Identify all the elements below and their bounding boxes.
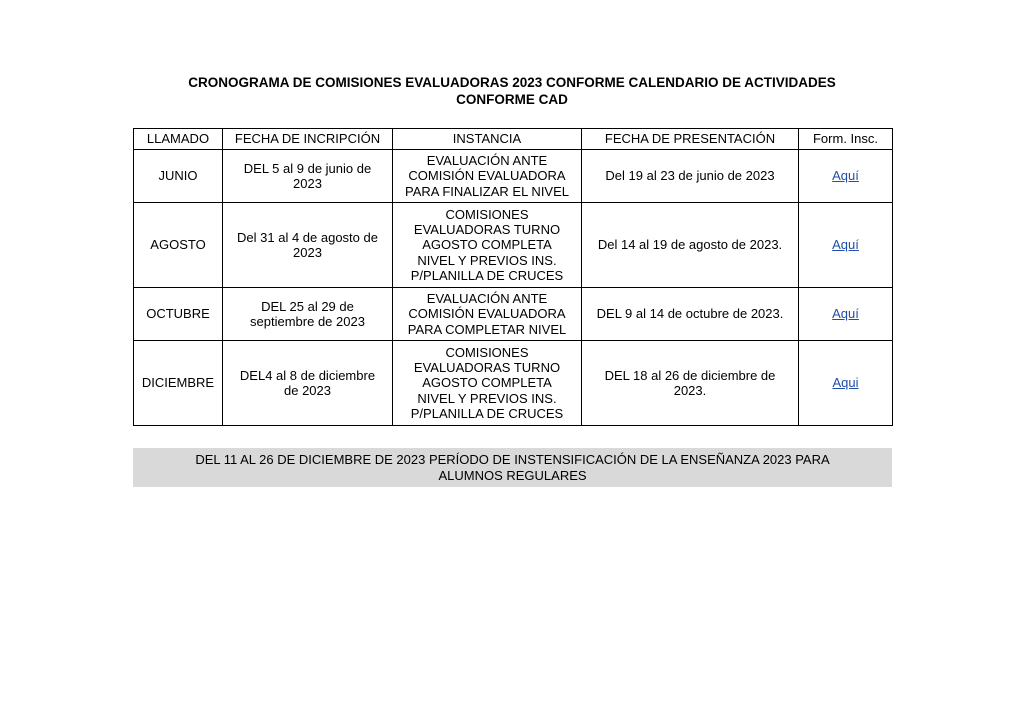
- cell-line: COMISIÓN EVALUADORA: [408, 306, 566, 322]
- cell-line: DEL 18 al 26 de diciembre de: [604, 367, 776, 383]
- cell-instancia: [393, 288, 582, 341]
- table-row: [134, 341, 893, 426]
- cell-llamado: AGOSTO: [134, 203, 223, 288]
- form-link-junio[interactable]: Aquí: [832, 168, 859, 184]
- cell-llamado: OCTUBRE: [134, 288, 223, 341]
- cell-line: EVALUADORAS TURNO: [413, 222, 561, 238]
- banner-line-2: ALUMNOS REGULARES: [438, 468, 587, 483]
- cell-llamado: DICIEMBRE: [134, 341, 223, 426]
- cell-line: EVALUADORAS TURNO: [413, 360, 561, 376]
- table-header-row: [134, 129, 893, 150]
- cell-instancia: [393, 150, 582, 203]
- cell-form-insc: [799, 341, 893, 426]
- table-row: [134, 288, 893, 341]
- schedule-table: [133, 128, 893, 426]
- form-link-diciembre[interactable]: Aqui: [832, 375, 859, 391]
- cell-line: de 2023: [284, 383, 331, 398]
- intensification-banner: [133, 448, 892, 487]
- cell-fecha-inscripcion: [223, 203, 393, 288]
- cell-line: PARA COMPLETAR NIVEL: [407, 321, 567, 337]
- header-fecha-presentacion: FECHA DE PRESENTACIÓN: [582, 129, 799, 150]
- cell-llamado: JUNIO: [134, 150, 223, 203]
- cell-fecha-inscripcion: [223, 150, 393, 203]
- cell-fecha-inscripcion: [223, 288, 393, 341]
- table-row: [134, 150, 893, 203]
- cell-line: DEL 25 al 29 de: [261, 298, 354, 314]
- header-fecha-inscripcion: FECHA DE INCRIPCIÓN: [223, 129, 393, 150]
- cell-line: NIVEL Y PREVIOS INS.: [417, 252, 557, 268]
- cell-fecha-presentacion: [582, 150, 799, 203]
- cell-line: EVALUACIÓN ANTE: [426, 153, 548, 169]
- cell-fecha-presentacion: [582, 341, 799, 426]
- header-instancia: INSTANCIA: [393, 129, 582, 150]
- table-row: [134, 203, 893, 288]
- cell-line: EVALUACIÓN ANTE: [426, 291, 548, 307]
- cell-line: 2023: [293, 245, 322, 260]
- cell-line: NIVEL Y PREVIOS INS.: [417, 390, 557, 406]
- cell-fecha-inscripcion: [223, 341, 393, 426]
- form-link-agosto[interactable]: Aquí: [832, 237, 859, 253]
- cell-line: COMISIONES: [445, 344, 529, 360]
- cell-line: septiembre de 2023: [250, 314, 365, 329]
- cell-line: P/PLANILLA DE CRUCES: [410, 267, 564, 283]
- cell-fecha-presentacion: [582, 288, 799, 341]
- header-form-insc: Form. Insc.: [799, 129, 893, 150]
- cell-line: DEL4 al 8 de diciembre: [239, 367, 376, 383]
- cell-form-insc: [799, 150, 893, 203]
- cell-line: AGOSTO COMPLETA: [422, 375, 552, 391]
- cell-line: Del 19 al 23 de junio de 2023: [605, 168, 775, 184]
- form-link-octubre[interactable]: Aquí: [832, 306, 859, 322]
- cell-form-insc: [799, 288, 893, 341]
- title-line-1: CRONOGRAMA DE COMISIONES EVALUADORAS 2023 CONFORME CALENDARIO DE ACTIVIDADES: [188, 75, 836, 90]
- title-line-2: CONFORME CAD: [456, 92, 568, 107]
- cell-line: Del 31 al 4 de agosto de: [237, 229, 378, 245]
- cell-line: P/PLANILLA DE CRUCES: [410, 405, 564, 421]
- cell-instancia: [393, 341, 582, 426]
- cell-line: AGOSTO COMPLETA: [422, 237, 552, 253]
- cell-line: COMISIONES: [445, 206, 529, 222]
- cell-line: PARA FINALIZAR EL NIVEL: [405, 183, 569, 199]
- cell-line: Del 14 al 19 de agosto de 2023.: [597, 237, 783, 253]
- cell-fecha-presentacion: [582, 203, 799, 288]
- banner-line-1: DEL 11 AL 26 DE DICIEMBRE DE 2023 PERÍODO DE INSTENSIFICACIÓN DE LA ENSEÑANZA 2023 PARA: [195, 452, 830, 467]
- cell-form-insc: [799, 203, 893, 288]
- cell-line: 2023: [293, 176, 322, 191]
- cell-line: DEL 5 al 9 de junio de: [243, 160, 372, 176]
- cell-line: 2023.: [673, 383, 707, 398]
- document-title: [140, 74, 884, 108]
- header-llamado: LLAMADO: [134, 129, 223, 150]
- cell-instancia: [393, 203, 582, 288]
- cell-line: DEL 9 al 14 de octubre de 2023.: [596, 306, 784, 322]
- cell-line: COMISIÓN EVALUADORA: [408, 168, 566, 184]
